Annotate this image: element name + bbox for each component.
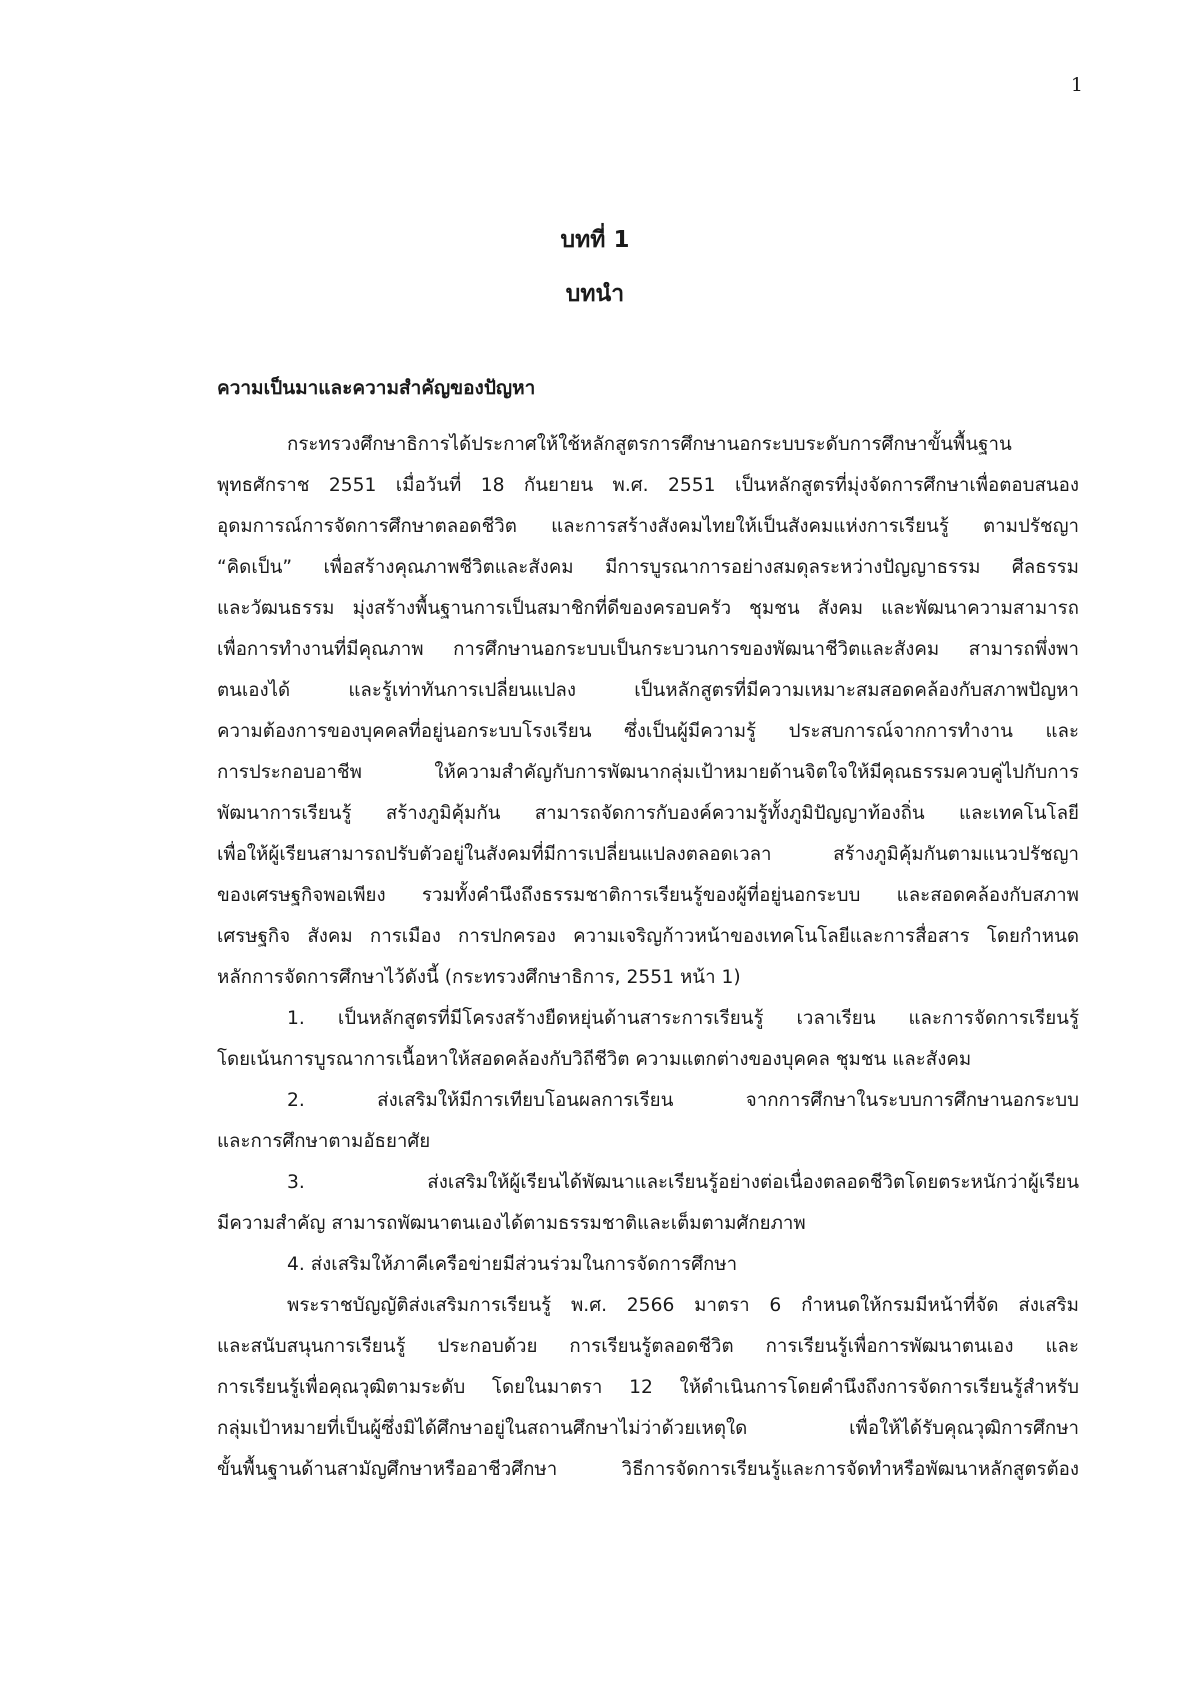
text-line: 1. เป็นหลักสูตรที่มีโครงสร้างยืดหยุ่นด้านสาระการเรียนรู้ เวลาเรียน และการจัดการเรียนรู้ xyxy=(287,1008,1079,1029)
text-line: ขั้นพื้นฐานด้านสามัญศึกษาหรืออาชีวศึกษา วิธีการจัดการเรียนรู้และการจัดทำหรือพัฒนาหลักสูตรต้อง xyxy=(217,1459,1079,1480)
text-line: 2. ส่งเสริมให้มีการเทียบโอนผลการเรียน จากการศึกษาในระบบการศึกษานอกระบบ xyxy=(287,1090,1079,1111)
body-text xyxy=(217,424,1079,1490)
text-line: ความต้องการของบุคคลที่อยู่นอกระบบโรงเรียน ซึ่งเป็นผู้มีความรู้ ประสบการณ์จากการทำงาน และ xyxy=(217,721,1079,742)
chapter-number: บทที่ 1 xyxy=(560,227,630,253)
text-line: มีความสำคัญ สามารถพัฒนาตนเองได้ตามธรรมชาติและเต็มตามศักยภาพ xyxy=(217,1213,806,1234)
text-line: และวัฒนธรรม มุ่งสร้างพื้นฐานการเป็นสมาชิกที่ดีของครอบครัว ชุมชน สังคม และพัฒนาความสามารถ xyxy=(217,598,1079,619)
text-line: เพื่อการทำงานที่มีคุณภาพ การศึกษานอกระบบเป็นกระบวนการของพัฒนาชีวิตและสังคม สามารถพึ่งพา xyxy=(217,639,1079,660)
text-line: หลักการจัดการศึกษาไว้ดังนี้ (กระทรวงศึกษาธิการ, 2551 หน้า 1) xyxy=(217,967,741,988)
text-line: โดยเน้นการบูรณาการเนื้อหาให้สอดคล้องกับวิถีชีวิต ความแตกต่างของบุคคล ชุมชน และสังคม xyxy=(217,1049,972,1070)
text-line: เพื่อให้ผู้เรียนสามารถปรับตัวอยู่ในสังคมที่มีการเปลี่ยนแปลงตลอดเวลา สร้างภูมิคุ้มกันตามแนวปรัชญา xyxy=(217,844,1079,865)
text-line: การประกอบอาชีพ ให้ความสำคัญกับการพัฒนากลุ่มเป้าหมายด้านจิตใจให้มีคุณธรรมควบคู่ไปกับการ xyxy=(217,762,1079,783)
text-line: กลุ่มเป้าหมายที่เป็นผู้ซึ่งมิได้ศึกษาอยู่ในสถานศึกษาไม่ว่าด้วยเหตุใด เพื่อให้ได้รับคุณวุฒิการศึกษา xyxy=(217,1418,1079,1439)
text-line: การเรียนรู้เพื่อคุณวุฒิตามระดับ โดยในมาตรา 12 ให้ดำเนินการโดยคำนึงถึงการจัดการเรียนรู้สำหรับ xyxy=(217,1377,1079,1398)
text-line: พระราชบัญญัติส่งเสริมการเรียนรู้ พ.ศ. 2566 มาตรา 6 กำหนดให้กรมมีหน้าที่จัด ส่งเสริม xyxy=(287,1295,1079,1316)
text-line: 4. ส่งเสริมให้ภาคีเครือข่ายมีส่วนร่วมในการจัดการศึกษา xyxy=(287,1254,738,1275)
page-number: 1 xyxy=(1070,74,1083,96)
text-line: พัฒนาการเรียนรู้ สร้างภูมิคุ้มกัน สามารถจัดการกับองค์ความรู้ทั้งภูมิปัญญาท้องถิ่น และเทคโนโลยี xyxy=(217,803,1079,824)
text-line: กระทรวงศึกษาธิการได้ประกาศให้ใช้หลักสูตรการศึกษานอกระบบระดับการศึกษาขั้นพื้นฐาน xyxy=(287,434,1012,455)
text-line: และการศึกษาตามอัธยาศัย xyxy=(217,1131,431,1152)
text-line: และสนับสนุนการเรียนรู้ ประกอบด้วย การเรียนรู้ตลอดชีวิต การเรียนรู้เพื่อการพัฒนาตนเอง และ xyxy=(217,1336,1079,1357)
text-line: ของเศรษฐกิจพอเพียง รวมทั้งคำนึงถึงธรรมชาติการเรียนรู้ของผู้ที่อยู่นอกระบบ และสอดคล้องกับสภาพ xyxy=(217,885,1079,906)
text-line: “คิดเป็น” เพื่อสร้างคุณภาพชีวิตและสังคม มีการบูรณาการอย่างสมดุลระหว่างปัญญาธรรม ศีลธรรม xyxy=(217,557,1079,578)
text-line: พุทธศักราช 2551 เมื่อวันที่ 18 กันยายน พ.ศ. 2551 เป็นหลักสูตรที่มุ่งจัดการศึกษาเพื่อตอบสนอง xyxy=(217,475,1079,496)
text-line: เศรษฐกิจ สังคม การเมือง การปกครอง ความเจริญก้าวหน้าของเทคโนโลยีและการสื่อสาร โดยกำหนด xyxy=(217,926,1079,947)
text-line: 3. ส่งเสริมให้ผู้เรียนได้พัฒนาและเรียนรู้อย่างต่อเนื่องตลอดชีวิตโดยตระหนักว่าผู้เรียน xyxy=(287,1172,1079,1193)
text-line: อุดมการณ์การจัดการศึกษาตลอดชีวิต และการสร้างสังคมไทยให้เป็นสังคมแห่งการเรียนรู้ ตามปรัชญา xyxy=(217,516,1079,537)
chapter-title: บทนำ xyxy=(565,281,625,307)
text-line: ตนเองได้ และรู้เท่าทันการเปลี่ยนแปลง เป็นหลักสูตรที่มีความเหมาะสมสอดคล้องกับสภาพปัญหา xyxy=(217,680,1079,701)
section-heading: ความเป็นมาและความสำคัญของปัญหา xyxy=(217,377,536,399)
